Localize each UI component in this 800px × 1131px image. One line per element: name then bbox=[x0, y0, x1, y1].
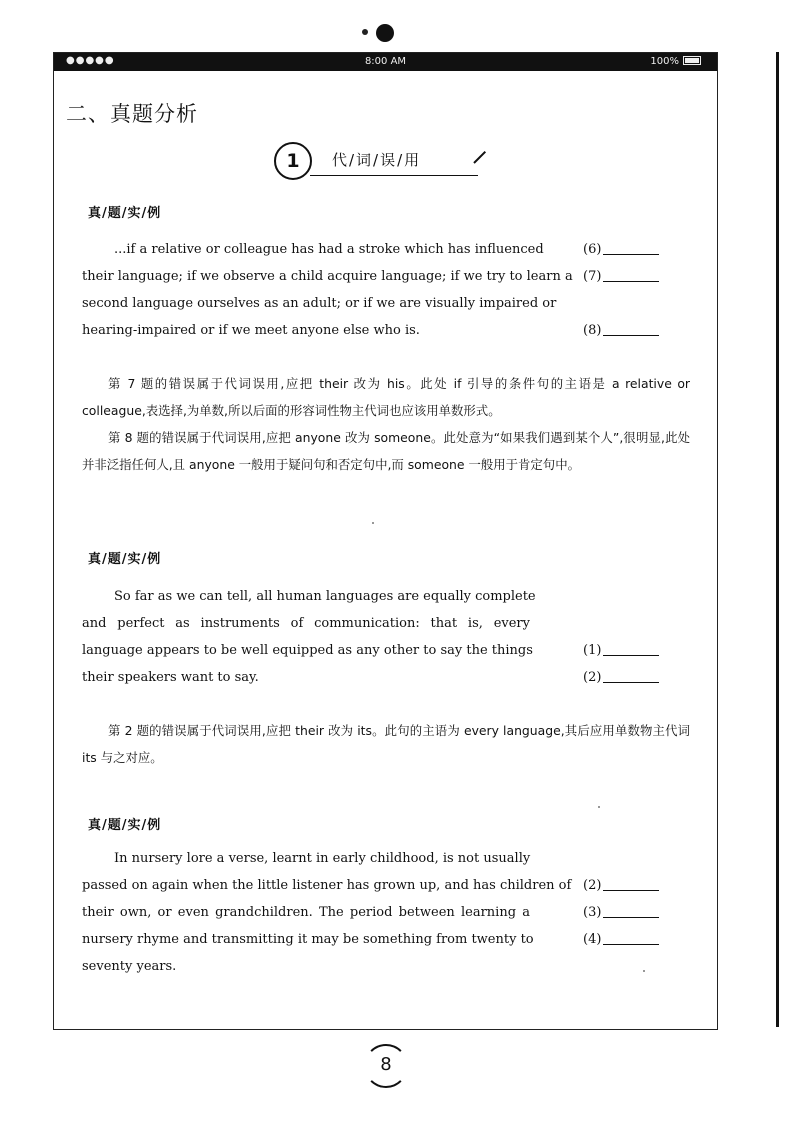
example-passage-3 bbox=[82, 845, 572, 980]
answer-blank bbox=[583, 317, 659, 344]
blank-line bbox=[603, 267, 659, 282]
passage-line: their language; if we observe a child acquire language; if we try to learn a bbox=[82, 269, 573, 284]
passage-line: hearing-impaired or if we meet anyone else who is. bbox=[82, 323, 420, 338]
example-passage-2 bbox=[82, 583, 536, 691]
example-subhead-1: 真/题/实/例 bbox=[88, 206, 162, 221]
passage-line: their own, or even grandchildren. The period between learning a bbox=[82, 905, 530, 920]
page-edge-bar bbox=[776, 52, 779, 1027]
status-bar bbox=[54, 53, 717, 71]
scan-speck bbox=[598, 806, 600, 808]
blank-line bbox=[603, 876, 659, 891]
example-passage-1 bbox=[82, 236, 573, 344]
explanation-block-1 bbox=[82, 370, 690, 478]
example-subhead-2: 真/题/实/例 bbox=[88, 552, 162, 567]
blank-line bbox=[603, 668, 659, 683]
blank-label: (2) bbox=[583, 670, 602, 685]
passage-line: So far as we can tell, all human languages are equally complete bbox=[114, 589, 536, 604]
answer-blank bbox=[583, 637, 659, 664]
passage-line: passed on again when the little listener has grown up, and has children of bbox=[82, 878, 572, 893]
signal-indicator: ●●●●● bbox=[66, 55, 115, 66]
small-dot-icon bbox=[362, 29, 368, 35]
blank-line bbox=[603, 641, 659, 656]
topic-underline bbox=[310, 175, 478, 176]
example-subhead-3: 真/题/实/例 bbox=[88, 818, 162, 833]
blank-label: (8) bbox=[583, 323, 602, 338]
blank-label: (1) bbox=[583, 643, 602, 658]
status-time: 8:00 AM bbox=[364, 56, 407, 67]
page-number: 8 bbox=[380, 1054, 392, 1075]
answer-blank bbox=[583, 926, 659, 953]
passage-line: and perfect as instruments of communication: that is, every bbox=[82, 616, 530, 631]
passage-line: seventy years. bbox=[82, 959, 177, 974]
topic-heading bbox=[274, 142, 504, 182]
passage-line: second language ourselves as an adult; or if we are visually impaired or bbox=[82, 296, 557, 311]
answer-blank bbox=[583, 664, 659, 691]
passage-line: nursery rhyme and transmitting it may be something from twenty to bbox=[82, 932, 534, 947]
passage-line: ...if a relative or colleague has had a stroke which has influenced bbox=[114, 242, 544, 257]
blank-label: (3) bbox=[583, 905, 602, 920]
answer-blank bbox=[583, 236, 659, 263]
topic-number: 1 bbox=[274, 142, 312, 180]
camera-dot-icon bbox=[376, 24, 394, 42]
battery-label: 100% bbox=[650, 56, 679, 67]
blank-label: (4) bbox=[583, 932, 602, 947]
explanation-paragraph: 第 7 题的错误属于代词误用,应把 their 改为 his。此处 if 引导的条件句的主语是 a relative or colleague,表选择,为单数,所以后面的形容词性物主代词也应该用单数形式。 bbox=[82, 376, 690, 418]
answer-blank bbox=[583, 899, 659, 926]
blank-line bbox=[603, 240, 659, 255]
blank-line bbox=[603, 321, 659, 336]
blank-label: (6) bbox=[583, 242, 602, 257]
topic-slash bbox=[473, 151, 486, 164]
explanation-paragraph: 第 8 题的错误属于代词误用,应把 anyone 改为 someone。此处意为“如果我们遇到某个人”,很明显,此处并非泛指任何人,且 anyone 一般用于疑问句和否定句中,而 someone 一般用于肯定句中。 bbox=[82, 430, 690, 472]
battery-icon bbox=[683, 56, 701, 65]
battery-status bbox=[650, 56, 701, 67]
answer-blank bbox=[583, 872, 659, 899]
section-title: 二、真题分析 bbox=[66, 102, 198, 126]
camera-indicator bbox=[362, 23, 402, 43]
topic-title: 代/词/误/用 bbox=[332, 151, 422, 169]
page-number-badge bbox=[360, 1040, 412, 1092]
answer-blank bbox=[583, 263, 659, 290]
blank-label: (2) bbox=[583, 878, 602, 893]
passage-line: In nursery lore a verse, learnt in early childhood, is not usually bbox=[114, 851, 531, 866]
explanation-block-2 bbox=[82, 717, 690, 771]
scan-speck bbox=[643, 970, 645, 972]
passage-line: their speakers want to say. bbox=[82, 670, 259, 685]
scan-speck bbox=[372, 522, 374, 524]
blank-line bbox=[603, 930, 659, 945]
explanation-paragraph: 第 2 题的错误属于代词误用,应把 their 改为 its。此句的主语为 every language,其后应用单数物主代词 its 与之对应。 bbox=[82, 723, 690, 765]
passage-line: language appears to be well equipped as any other to say the things bbox=[82, 643, 533, 658]
blank-line bbox=[603, 903, 659, 918]
blank-label: (7) bbox=[583, 269, 602, 284]
